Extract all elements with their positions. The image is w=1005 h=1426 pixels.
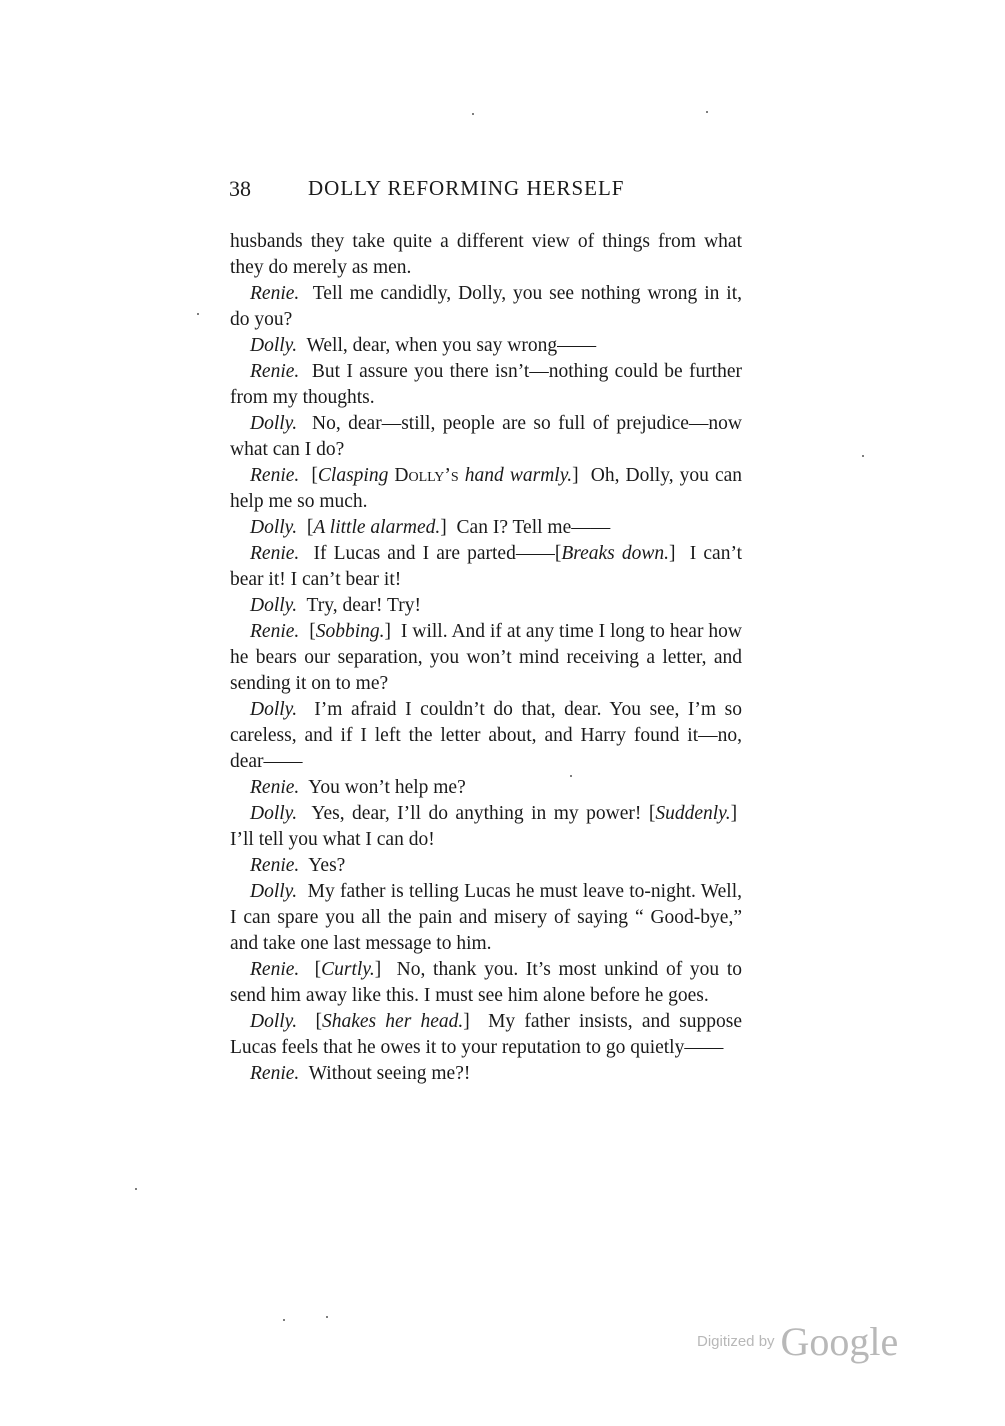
dialogue-line: Dolly. [A little alarmed.] Can I? Tell me—— [250,517,611,538]
scan-speck [197,313,199,315]
speech-text: Can I? Tell me—— [456,517,611,538]
speaker-name: Renie. [250,361,300,382]
speaker-name: Dolly. [250,1011,298,1032]
speaker-name: Dolly. [250,517,298,538]
speaker-name: Renie. [250,777,300,798]
speaker-name: Dolly. [250,699,298,720]
watermark-prefix: Digitized by [697,1333,775,1350]
speech-text: Yes? [308,855,346,876]
speech-text: I will. And if at any time I long to hear how he bears our separation, you won’t mind receiving a letter, and sending it on to me? [230,621,742,694]
scan-speck [472,113,474,115]
scan-speck [862,455,864,457]
speaker-name: Renie. [250,543,300,564]
speech-text: Tell me candidly, Dolly, you see nothing wrong in it, do you? [230,283,742,330]
stage-direction: hand warmly. [464,465,573,486]
dialogue-line [230,333,742,359]
dialogue-line: Renie. [Clasping Dolly’s hand warmly.] Oh, Dolly, you can help me so much. [230,465,743,512]
stage-direction: Suddenly. [655,803,731,824]
google-logo: Google [780,1319,899,1364]
paragraph [230,229,742,281]
speaker-name: Renie. [250,959,300,980]
speaker-name: Dolly. [250,335,298,356]
dialogue-line [230,281,742,333]
speech-text: Without seeing me?! [308,1063,471,1084]
speech-text: I can’t bear it! I can’t bear it! [230,543,742,590]
stage-direction: Clasping [317,465,389,486]
speech-text: If Lucas and I are parted—— [313,543,555,564]
speaker-name: Renie. [250,621,300,642]
dialogue-line: Dolly. Yes, dear, I’ll do anything in my power! [Suddenly.] I’ll tell you what I can do! [230,803,742,850]
scan-speck [283,1319,285,1321]
speaker-name: Dolly. [250,413,298,434]
speech-text: Well, dear, when you say wrong—— [306,335,597,356]
running-head: DOLLY REFORMING HERSELF [308,176,625,200]
speaker-name: Renie. [250,283,300,304]
speaker-name: Renie. [250,855,300,876]
speaker-name: Renie. [250,465,300,486]
dialogue-line [230,359,742,411]
dialogue-line [230,853,742,879]
stage-direction: Sobbing. [315,621,385,642]
scan-speck [570,775,572,777]
dialogue-line: Renie. If Lucas and I are parted——[Breaks down.] I can’t bear it! I can’t bear it! [230,543,742,590]
dialogue-line [230,775,742,801]
stage-direction: Shakes her head. [321,1011,464,1032]
speech-text: Oh, Dolly, you can help me so much. [230,465,743,512]
dialogue-line [230,879,742,957]
stage-direction: A little alarmed. [313,517,441,538]
dialogue-line [230,593,742,619]
dialogue-line [230,1061,742,1087]
scan-speck [326,1316,328,1318]
google-watermark [697,1318,898,1365]
stage-direction: Breaks down. [561,543,670,564]
speaker-name: Dolly. [250,803,298,824]
speaker-name: Dolly. [250,595,298,616]
speech-text: Yes, dear, I’ll do anything in my power! [311,803,642,824]
speech-text: I’ll tell you what I can do! [230,829,435,850]
paragraph-text: husbands they take quite a different view of things from what they do merely as men. [230,231,742,278]
dialogue-line [230,411,742,463]
speech-text: Try, dear! Try! [306,595,422,616]
scan-speck [706,111,708,113]
stage-direction: Curtly. [321,959,375,980]
dialogue-line [230,697,742,775]
speech-text: My father insists, and suppose Lucas feels that he owes it to your reputation to go quietly—— [230,1011,742,1058]
text-block [230,229,742,1087]
scan-speck [135,1188,137,1190]
speaker-name: Dolly. [250,881,298,902]
speech-text: My father is telling Lucas he must leave to-night. Well, I can spare you all the pain and misery of saying “ Good-bye,” and take one last message to him. [230,881,743,954]
speech-text: No, dear—still, people are so full of prejudice—now what can I do? [230,413,743,460]
speech-text: I’m afraid I couldn’t do that, dear. You see, I’m so careless, and if I left the letter about, and Harry found it—no, dear—— [230,699,743,772]
speech-text: No, thank you. It’s most unkind of you to send him away like this. I must see him alone before he goes. [230,959,742,1006]
speaker-name: Renie. [250,1063,300,1084]
dialogue-line: Renie. [Sobbing.] I will. And if at any time I long to hear how he bears our separation, you won’t mind receiving a letter, and sending it on to me? [230,621,742,694]
dialogue-line: Dolly. [Shakes her head.] My father insists, and suppose Lucas feels that he owes it to your reputation to go quietly—— [230,1011,742,1058]
dialogue-line: Renie. [Curtly.] No, thank you. It’s most unkind of you to send him away like this. I must see him alone before he goes. [230,959,742,1006]
speech-text: But I assure you there isn’t—nothing could be further from my thoughts. [230,361,742,408]
page-number: 38 [229,176,251,201]
stage-direction-name: Dolly’s [394,465,459,486]
speech-text: You won’t help me? [308,777,466,798]
